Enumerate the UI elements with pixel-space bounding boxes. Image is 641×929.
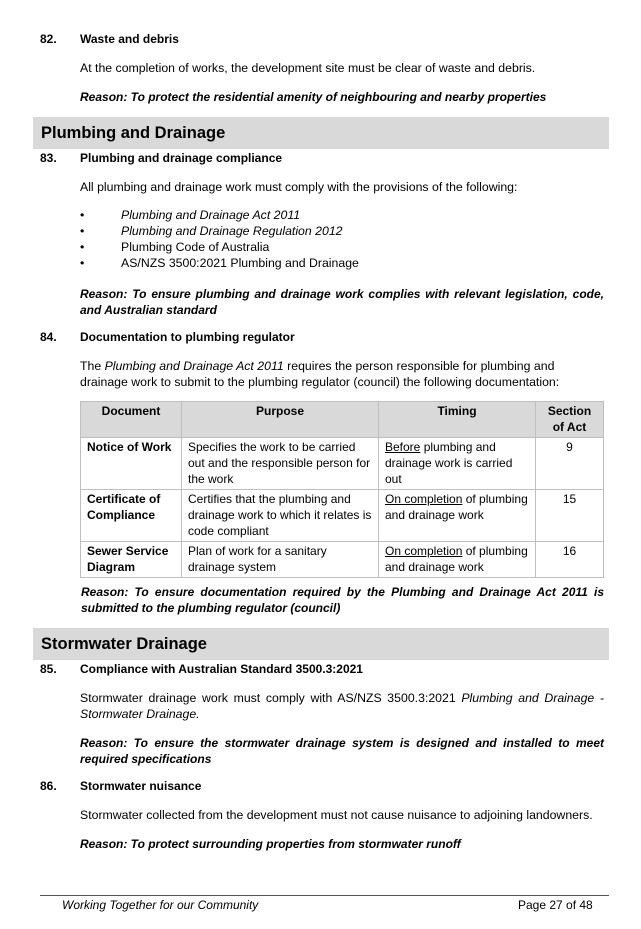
condition-84-title: Documentation to plumbing regulator xyxy=(80,330,295,344)
cell-timing: On completion of plumbing and drainage work xyxy=(379,490,536,542)
bullet-icon: • xyxy=(80,208,85,222)
bullet-icon: • xyxy=(80,224,85,238)
condition-82-reason: Reason: To protect the residential amenity of neighbouring and nearby properties xyxy=(80,90,547,104)
cell-section: 16 xyxy=(536,542,604,578)
condition-85-title: Compliance with Australian Standard 3500.3:2021 xyxy=(80,662,363,676)
list-item: • Plumbing and Drainage Regulation 2012 xyxy=(80,224,343,238)
table-row xyxy=(81,542,604,578)
condition-85-reason: Reason: To ensure the stormwater drainage system is designed and installed to meet required specifications xyxy=(80,736,604,766)
condition-86-reason: Reason: To protect surrounding properties from stormwater runoff xyxy=(80,837,461,851)
column-header-timing: Timing xyxy=(379,402,536,438)
table-row xyxy=(81,438,604,490)
column-header-section: Section of Act xyxy=(536,402,604,438)
list-item: • AS/NZS 3500:2021 Plumbing and Drainage xyxy=(80,256,359,270)
cell-timing: Before plumbing and drainage work is carried out xyxy=(379,438,536,490)
condition-84-text: The Plumbing and Drainage Act 2011 requires the person responsible for plumbing and drainage work to submit to the plumbing regulator (council) the following documentation: xyxy=(80,359,560,389)
condition-84-number: 84. xyxy=(40,330,57,344)
condition-82-number: 82. xyxy=(40,32,57,46)
list-item: • Plumbing and Drainage Act 2011 xyxy=(80,208,301,222)
condition-83-reason: Reason: To ensure plumbing and drainage work complies with relevant legislation, code, and Australian standard xyxy=(80,287,604,317)
cell-timing: On completion of plumbing and drainage work xyxy=(379,542,536,578)
condition-82-text: At the completion of works, the development site must be clear of waste and debris. xyxy=(80,61,536,75)
column-header-document: Document xyxy=(81,402,182,438)
section-heading-plumbing: Plumbing and Drainage xyxy=(33,117,609,149)
documentation-table xyxy=(80,401,604,578)
cell-document: Notice of Work xyxy=(81,438,182,490)
footer-slogan: Working Together for our Community xyxy=(62,898,259,912)
list-item: • Plumbing Code of Australia xyxy=(80,240,270,254)
condition-85-text: Stormwater drainage work must comply with AS/NZS 3500.3:2021 Plumbing and Drainage - Stormwater Drainage. xyxy=(80,691,604,721)
table-row xyxy=(81,490,604,542)
condition-83-title: Plumbing and drainage compliance xyxy=(80,151,283,165)
cell-section: 9 xyxy=(536,438,604,490)
bullet-icon: • xyxy=(80,240,85,254)
table-header-row xyxy=(81,402,604,438)
condition-85-number: 85. xyxy=(40,662,57,676)
condition-86-text: Stormwater collected from the development must not cause nuisance to adjoining landowners. xyxy=(80,808,593,822)
condition-86-number: 86. xyxy=(40,779,57,793)
legislation-list xyxy=(80,207,600,271)
condition-82-title: Waste and debris xyxy=(80,32,179,46)
page-number: Page 27 of 48 xyxy=(518,898,593,912)
cell-section: 15 xyxy=(536,490,604,542)
cell-purpose: Specifies the work to be carried out and the responsible person for the work xyxy=(182,438,379,490)
section-heading-stormwater: Stormwater Drainage xyxy=(33,628,609,660)
condition-86-title: Stormwater nuisance xyxy=(80,779,202,793)
cell-document: Sewer Service Diagram xyxy=(81,542,182,578)
footer-divider xyxy=(40,895,609,896)
cell-purpose: Certifies that the plumbing and drainage work to which it relates is code compliant xyxy=(182,490,379,542)
bullet-icon: • xyxy=(80,256,85,270)
condition-83-number: 83. xyxy=(40,151,57,165)
cell-purpose: Plan of work for a sanitary drainage system xyxy=(182,542,379,578)
column-header-purpose: Purpose xyxy=(182,402,379,438)
condition-84-reason: Reason: To ensure documentation required by the Plumbing and Drainage Act 2011 is submitted to the plumbing regulator (council) xyxy=(81,585,604,615)
condition-83-text: All plumbing and drainage work must comply with the provisions of the following: xyxy=(80,180,518,194)
cell-document: Certificate of Compliance xyxy=(81,490,182,542)
